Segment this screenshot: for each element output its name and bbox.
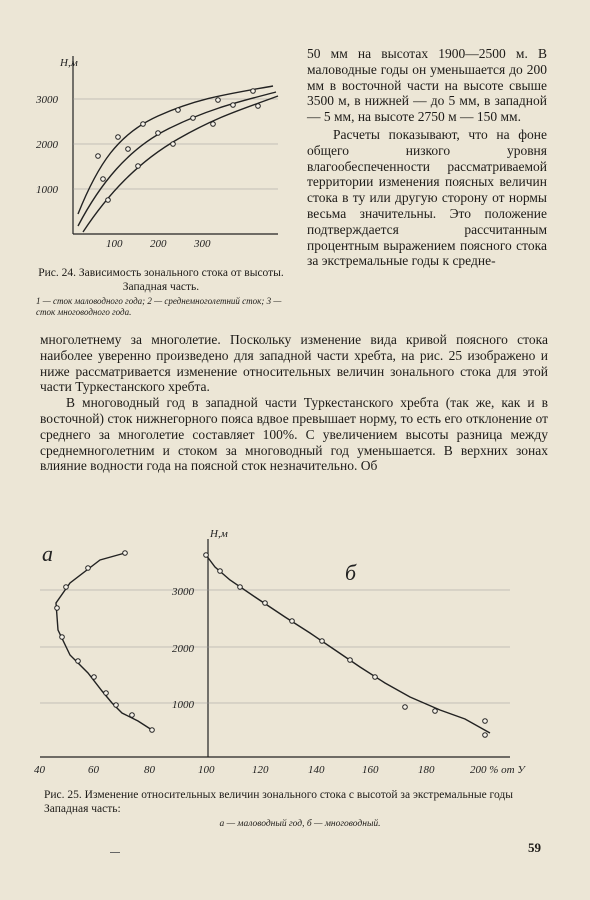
figure-25-caption: Рис. 25. Изменение относительных величин зонального стока с высотой за экстремальные годы Западная часть: <box>44 789 513 815</box>
body-text <box>40 332 548 474</box>
figure-24-plot <box>28 44 298 264</box>
right-column-text <box>307 46 547 269</box>
fig24-y-label: Н,м <box>60 57 78 69</box>
figure-24-caption: Рис. 24. Зависимость зонального стока от высоты. Западная часть. <box>38 267 284 293</box>
fig25-xtick: 60 <box>88 764 99 776</box>
fig25-xtick: 100 <box>198 764 215 776</box>
fig25-xtick: 40 <box>34 764 45 776</box>
page-mark <box>110 852 120 853</box>
page-number: 59 <box>528 840 541 855</box>
fig25-y-label: Н,м <box>210 528 228 540</box>
paragraph: В многоводный год в западной части Туркестанского хребта (так же, как и в восточной) сток нижнегорного пояса вдвое превышает норму, то есть его отклонение от среднего за многолетие составляет 100%. С увеличением высоты разница между среднемноголетним и стоком за многоводный год уменьшается. В верхних зонах влияние водности года на поясной сток незначительно. Об <box>40 395 548 474</box>
fig24-ytick: 1000 <box>36 184 58 196</box>
fig25-xtick: 80 <box>144 764 155 776</box>
fig24-ytick: 3000 <box>36 94 58 106</box>
panel-a-label: а <box>42 541 53 566</box>
figure-24 <box>28 44 298 264</box>
fig25-points-a <box>55 551 155 733</box>
fig25-ytick: 3000 <box>172 586 194 598</box>
fig25-xtick: 200 % от У <box>470 764 525 776</box>
paragraph: многолетнему за многолетие. Поскольку изменение вида кривой поясного стока наиболее уверенно произведено для западной части хребта, на рис. 25 изображено и ниже рассматривается изменение относительных величин зонального стока для этой части Туркестанского хребта. <box>40 332 548 395</box>
figure-25 <box>30 525 550 780</box>
figure-24-legend: 1 — сток маловодного года; 2 — среднемноголетний сток; 3 — сток многоводного года. <box>36 296 282 317</box>
figure-25-plot <box>30 525 550 780</box>
paragraph: 50 мм на высотах 1900—2500 м. В маловодные годы он уменьшается до 200 мм в восточной части на высоте свыше 3500 м, в нижней — до 5 мм, в западной — 5 мм, на высоте 2750 м — 150 мм. <box>307 46 547 125</box>
fig25-curve-a <box>56 553 152 730</box>
panel-b-label: б <box>345 560 357 585</box>
fig24-xtick: 300 <box>194 238 211 250</box>
fig24-xtick: 200 <box>150 238 167 250</box>
fig24-ytick: 2000 <box>36 139 58 151</box>
fig25-xtick: 160 <box>362 764 379 776</box>
figure-25-legend: а — маловодный год, б — многоводный. <box>219 819 381 829</box>
fig25-xtick: 180 <box>418 764 435 776</box>
fig24-xtick: 100 <box>106 238 123 250</box>
fig25-xtick: 140 <box>308 764 325 776</box>
paragraph: Расчеты показывают, что на фоне общего низкого уровня влагообеспеченности рассматриваемой территории изменения поясных величин стока в ту или другую сторону от нормы весьма значительны. Это положение подтверждается рассчитанным процентным выражением поясного стока за экстремальные годы к средне- <box>307 126 547 269</box>
fig25-ytick: 1000 <box>172 699 194 711</box>
fig24-curve-1 <box>78 86 273 214</box>
fig25-xtick: 120 <box>252 764 269 776</box>
fig24-curve-3 <box>83 96 278 232</box>
fig25-ytick: 2000 <box>172 643 194 655</box>
